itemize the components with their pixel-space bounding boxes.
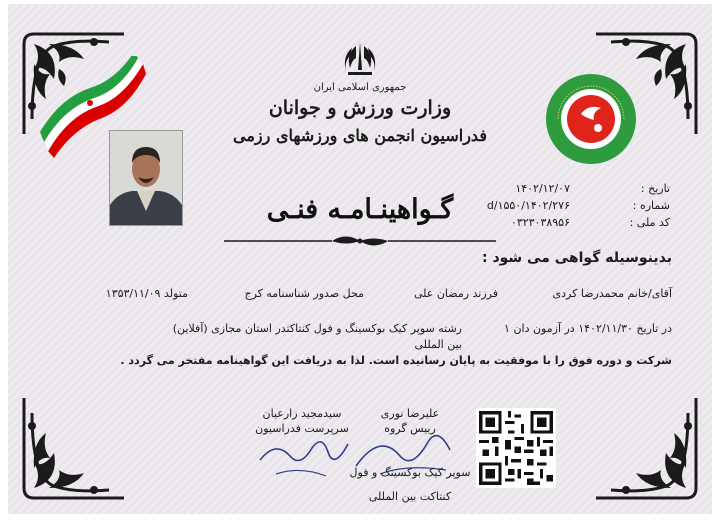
left-signer-name: سیدمجید زارعیان (262, 407, 342, 420)
federation-name: فدراسیون انجمن های ورزشهای رزمی (233, 126, 487, 145)
national-code-label: کد ملی : (629, 216, 670, 229)
certificate (8, 4, 712, 514)
right-signer-name: علیرضا نوری (380, 407, 440, 420)
certificate-title: گـواهینـامـه فنـی (266, 194, 454, 225)
date-value: ۱۴۰۲/۱۲/۰۷ (515, 182, 570, 195)
number-value: ۱۴۰۲/۲۷۶/d/۱۵۵۰ (486, 199, 570, 212)
national-code-value: ۰۳۲۳۰۳۸۹۵۶ (510, 216, 570, 229)
person-name: آقای/خانم محمدرضا کردی (552, 287, 672, 300)
exam-date: در تاریخ ۱۴۰۲/۱۱/۳۰ در آزمون دان ۱ (504, 322, 672, 335)
corner-ornament-bottom-left (14, 388, 134, 508)
right-signer-group: سوپر کیک بوکسینگ و فول (349, 466, 471, 479)
right-signer-group2: کنتاکت بین المللی (368, 490, 452, 503)
birth-date: متولد ۱۳۵۳/۱۱/۰۹ (105, 287, 188, 300)
intro-text: بدینوسیله گواهی می شود : (481, 250, 672, 266)
left-signer-title: سرپرست فدراسیون (255, 422, 349, 435)
country-name: جمهوری اسلامی ایران (313, 82, 407, 93)
number-label: شماره : (632, 199, 670, 212)
date-label: تاریخ : (640, 182, 670, 195)
corner-ornament-bottom-right (586, 388, 706, 508)
federation-logo (546, 74, 636, 164)
title-divider (222, 232, 498, 248)
discipline-line2: بین المللی (414, 338, 462, 351)
iran-emblem-icon (342, 40, 378, 78)
applicant-photo (109, 130, 183, 226)
right-signer-title: رییس گروه (384, 422, 436, 435)
qr-code (476, 408, 556, 488)
issue-place: محل صدور شناسنامه کرج (244, 287, 364, 300)
left-signature (256, 430, 352, 484)
closing-text: شرکت و دوره فوق را با موفقیت به پایان رسانیده است. لذا به دریافت این گواهینامه مفتخر می گردد . (120, 354, 672, 367)
ministry-name: وزارت ورزش و جوانان (268, 97, 452, 119)
discipline-line1: رشته سوپر کیک بوکسینگ و فول کنتاکتدر استان مجازی (آفلاین) (172, 322, 462, 335)
father-name: فرزند رمضان علی (413, 287, 498, 300)
